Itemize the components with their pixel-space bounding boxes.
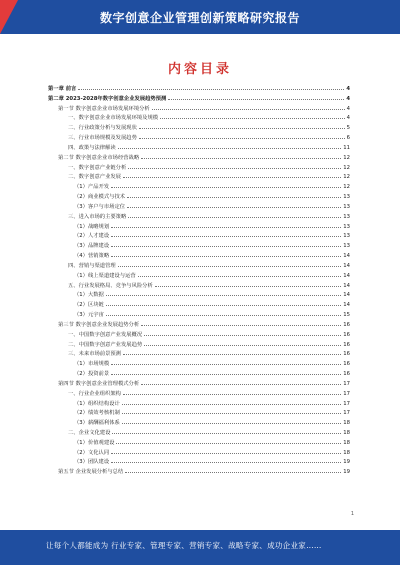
toc-entry[interactable] (48, 261, 350, 271)
toc-leader-dots (128, 163, 341, 169)
toc-leader-dots (111, 231, 341, 237)
toc-entry-page: 16 (343, 331, 350, 338)
toc-entry-label: 二、企业文化建设 (68, 429, 111, 436)
toc-entry-label: 第四节 数字创意企业管理模式分析 (58, 380, 140, 387)
toc-entry[interactable] (48, 428, 350, 438)
toc-entry-page: 17 (343, 380, 350, 387)
toc-entry-label: （2）绩效考核机制 (74, 410, 120, 417)
toc-leader-dots (144, 340, 341, 346)
toc-entry-page: 17 (343, 400, 350, 407)
toc-entry[interactable] (48, 271, 350, 281)
toc-leader-dots (123, 389, 341, 395)
toc-entry-label: 第二章 2023-2028年数字创意企业发展趋势预测 (48, 95, 167, 102)
toc-leader-dots (152, 104, 345, 110)
toc-entry[interactable] (48, 123, 350, 133)
toc-leader-dots (141, 153, 341, 159)
toc-entry[interactable] (48, 163, 350, 173)
toc-entry[interactable] (48, 379, 350, 389)
toc-entry-label: 一、数字创意产业链分析 (68, 164, 127, 171)
toc-entry-page: 19 (343, 459, 350, 466)
toc-entry-label: （1）战略规划 (74, 223, 110, 230)
toc-entry[interactable] (48, 340, 350, 350)
toc-leader-dots (106, 310, 341, 316)
toc-leader-dots (111, 457, 341, 463)
toc-entry-page: 16 (343, 341, 350, 348)
toc-leader-dots (127, 192, 341, 198)
toc-entry-label: 三、行业市场规模及发展趋势 (68, 135, 137, 142)
toc-entry-label: （2）人才建设 (74, 233, 110, 240)
toc-entry[interactable] (48, 369, 350, 379)
toc-entry-page: 14 (343, 272, 350, 279)
toc-entry-page: 14 (343, 253, 350, 260)
document-title: 数字创意企业管理创新策略研究报告 (99, 11, 300, 25)
toc-entry-page: 12 (343, 154, 350, 161)
toc-entry-page: 13 (343, 243, 350, 250)
toc-leader-dots (112, 428, 341, 434)
toc-entry[interactable] (48, 113, 350, 123)
toc-entry-page: 6 (346, 135, 350, 142)
toc-entry-label: 第三节 数字创意企业发展趋势分析 (58, 321, 140, 328)
toc-entry[interactable] (48, 133, 350, 143)
toc-entry-label: 二、数字创意产业发展 (68, 174, 121, 181)
toc-entry-page: 4 (346, 86, 350, 92)
toc-entry-page: 12 (343, 164, 350, 171)
toc-entry[interactable] (48, 310, 350, 320)
toc-leader-dots (160, 113, 345, 119)
toc-leader-dots (139, 123, 345, 129)
toc-entry-label: （1）线上渠道建设与运营 (74, 272, 136, 279)
toc-leader-dots (111, 448, 341, 454)
toc-entry-page: 5 (346, 125, 350, 132)
toc-entry-page: 14 (343, 262, 350, 269)
toc-leader-dots (144, 330, 341, 336)
toc-entry-page: 19 (343, 469, 350, 476)
toc-entry[interactable] (48, 438, 350, 448)
toc-entry[interactable] (48, 330, 350, 340)
toc-leader-dots (127, 202, 341, 208)
toc-entry-label: 四、政策与法律解读 (68, 144, 116, 151)
toc-leader-dots (128, 212, 341, 218)
toc-entry-label: （3）品牌建设 (74, 243, 110, 250)
toc-entry-page: 16 (343, 321, 350, 328)
toc-entry-page: 18 (343, 439, 350, 446)
toc-leader-dots (111, 359, 341, 365)
toc-entry-page: 12 (343, 184, 350, 191)
toc-leader-dots (111, 251, 341, 257)
toc-entry-label: （2）文化认同 (74, 449, 110, 456)
toc-entry[interactable] (48, 192, 350, 202)
toc-entry-label: （3）薪酬福利体系 (74, 420, 120, 427)
toc-entry-label: 第一节 数字创意企业市场发展环境分析 (58, 105, 150, 112)
toc-entry-label: （1）市场规模 (74, 361, 110, 368)
toc-entry-page: 14 (343, 292, 350, 299)
toc-entry[interactable] (48, 320, 350, 330)
toc-leader-dots (111, 182, 341, 188)
toc-entry-label: （4）营销策略 (74, 253, 110, 260)
toc-entry[interactable] (48, 182, 350, 192)
toc-entry-page: 13 (343, 203, 350, 210)
toc-entry-label: （2）投资前景 (74, 371, 110, 378)
toc-entry-page: 13 (343, 223, 350, 230)
toc-entry[interactable] (48, 290, 350, 300)
toc-entry[interactable] (48, 408, 350, 418)
toc-entry-page: 17 (343, 390, 350, 397)
toc-entry-page: 13 (343, 233, 350, 240)
toc-entry[interactable] (48, 457, 350, 467)
toc-entry[interactable] (48, 349, 350, 359)
toc-entry-label: 二、行业政策分析与发展现状 (68, 125, 137, 132)
toc-entry[interactable] (48, 399, 350, 409)
toc-entry[interactable] (48, 94, 350, 104)
toc-entry[interactable] (48, 231, 350, 241)
toc-entry-page: 18 (343, 420, 350, 427)
footer-slogan: 让每个人都能成为 行业专家、管理专家、营销专家、战略专家、成功企业家…… (46, 541, 322, 550)
toc-entry-label: 第一章 前言 (48, 86, 77, 92)
toc-entry-page: 12 (343, 174, 350, 181)
toc-entry-label: （1）产品开发 (74, 184, 110, 191)
toc-leader-dots (118, 261, 342, 267)
toc-entry-label: （2）区块链 (74, 302, 104, 309)
toc-entry-label: 五、行业发展格局、竞争与风险分析 (68, 282, 153, 289)
toc-leader-dots (155, 281, 341, 287)
toc-entry-page: 14 (343, 302, 350, 309)
toc-entry-label: 二、中国数字创意产业发展趋势 (68, 341, 143, 348)
toc-entry-label: 三、进入市场的主要策略 (68, 213, 127, 220)
toc-entry[interactable] (48, 202, 350, 212)
toc-entry-label: 第五节 企业发展分析与总结 (58, 469, 124, 476)
toc-entry-page: 18 (343, 449, 350, 456)
toc-leader-dots (118, 143, 342, 149)
toc-entry-page: 15 (343, 312, 350, 319)
toc-entry-label: 一、行业企业组织架构 (68, 390, 121, 397)
toc-leader-dots (123, 172, 341, 178)
toc-leader-dots (141, 320, 341, 326)
toc-leader-dots (78, 84, 344, 90)
toc-entry-page: 18 (343, 429, 350, 436)
toc-entry-page: 4 (346, 115, 350, 122)
toc-entry[interactable] (48, 281, 350, 291)
toc-entry-label: （3）团队建设 (74, 459, 110, 466)
toc-entry-page: 13 (343, 213, 350, 220)
toc-leader-dots (138, 271, 342, 277)
toc-entry-page: 17 (343, 410, 350, 417)
toc-entry-label: （1）组织结构设计 (74, 400, 120, 407)
toc-leader-dots (125, 467, 341, 473)
toc-entry[interactable] (48, 172, 350, 182)
toc-entry[interactable] (48, 467, 350, 477)
toc-entry-page: 16 (343, 351, 350, 358)
toc-entry-label: （3）元宇宙 (74, 312, 104, 319)
toc-entry[interactable] (48, 104, 350, 114)
toc-leader-dots (122, 408, 342, 414)
toc-entry-page: 13 (343, 194, 350, 201)
toc-entry-page: 4 (346, 95, 350, 102)
toc-leader-dots (111, 241, 341, 247)
toc-entry[interactable] (48, 359, 350, 369)
toc-entry[interactable] (48, 418, 350, 428)
toc-entry-label: 四、营销与渠道管理 (68, 262, 116, 269)
toc-leader-dots (111, 222, 341, 228)
toc-leader-dots (122, 418, 342, 424)
toc-leader-dots (122, 399, 342, 405)
toc-entry-page: 16 (343, 361, 350, 368)
table-of-contents (48, 84, 350, 477)
toc-entry[interactable] (48, 153, 350, 163)
toc-entry[interactable] (48, 251, 350, 261)
toc-entry-page: 16 (343, 371, 350, 378)
toc-entry-label: 一、中国数字创意产业发展概况 (68, 331, 143, 338)
toc-leader-dots (106, 300, 341, 306)
toc-leader-dots (116, 438, 341, 444)
toc-entry[interactable] (48, 300, 350, 310)
toc-entry-page: 4 (346, 105, 350, 112)
page-number: 1 (350, 511, 354, 517)
toc-leader-dots (123, 349, 341, 355)
toc-entry[interactable] (48, 143, 350, 153)
toc-heading: 内容目录 (167, 62, 232, 77)
toc-entry-label: 三、未来市场前景预测 (68, 351, 121, 358)
toc-leader-dots (168, 94, 344, 100)
toc-entry[interactable] (48, 84, 350, 94)
toc-leader-dots (106, 290, 341, 296)
toc-entry-label: （1）价值观建设 (74, 439, 115, 446)
toc-entry-label: 第二节 数字创意企业市场经营战略 (58, 154, 140, 161)
toc-entry-page: 14 (343, 282, 350, 289)
toc-entry[interactable] (48, 212, 350, 222)
toc-entry-label: 一、数字创意企业市场发展环境及规模 (68, 115, 159, 122)
toc-entry[interactable] (48, 222, 350, 232)
toc-entry-page: 11 (343, 144, 350, 151)
toc-entry[interactable] (48, 241, 350, 251)
toc-entry-label: （2）商业模式与技术 (74, 194, 126, 201)
toc-entry[interactable] (48, 389, 350, 399)
toc-entry[interactable] (48, 448, 350, 458)
toc-entry-label: （1）大数据 (74, 292, 104, 299)
toc-leader-dots (111, 369, 341, 375)
toc-leader-dots (141, 379, 341, 385)
toc-entry-label: （3）客户与市场定位 (74, 203, 126, 210)
toc-leader-dots (139, 133, 345, 139)
